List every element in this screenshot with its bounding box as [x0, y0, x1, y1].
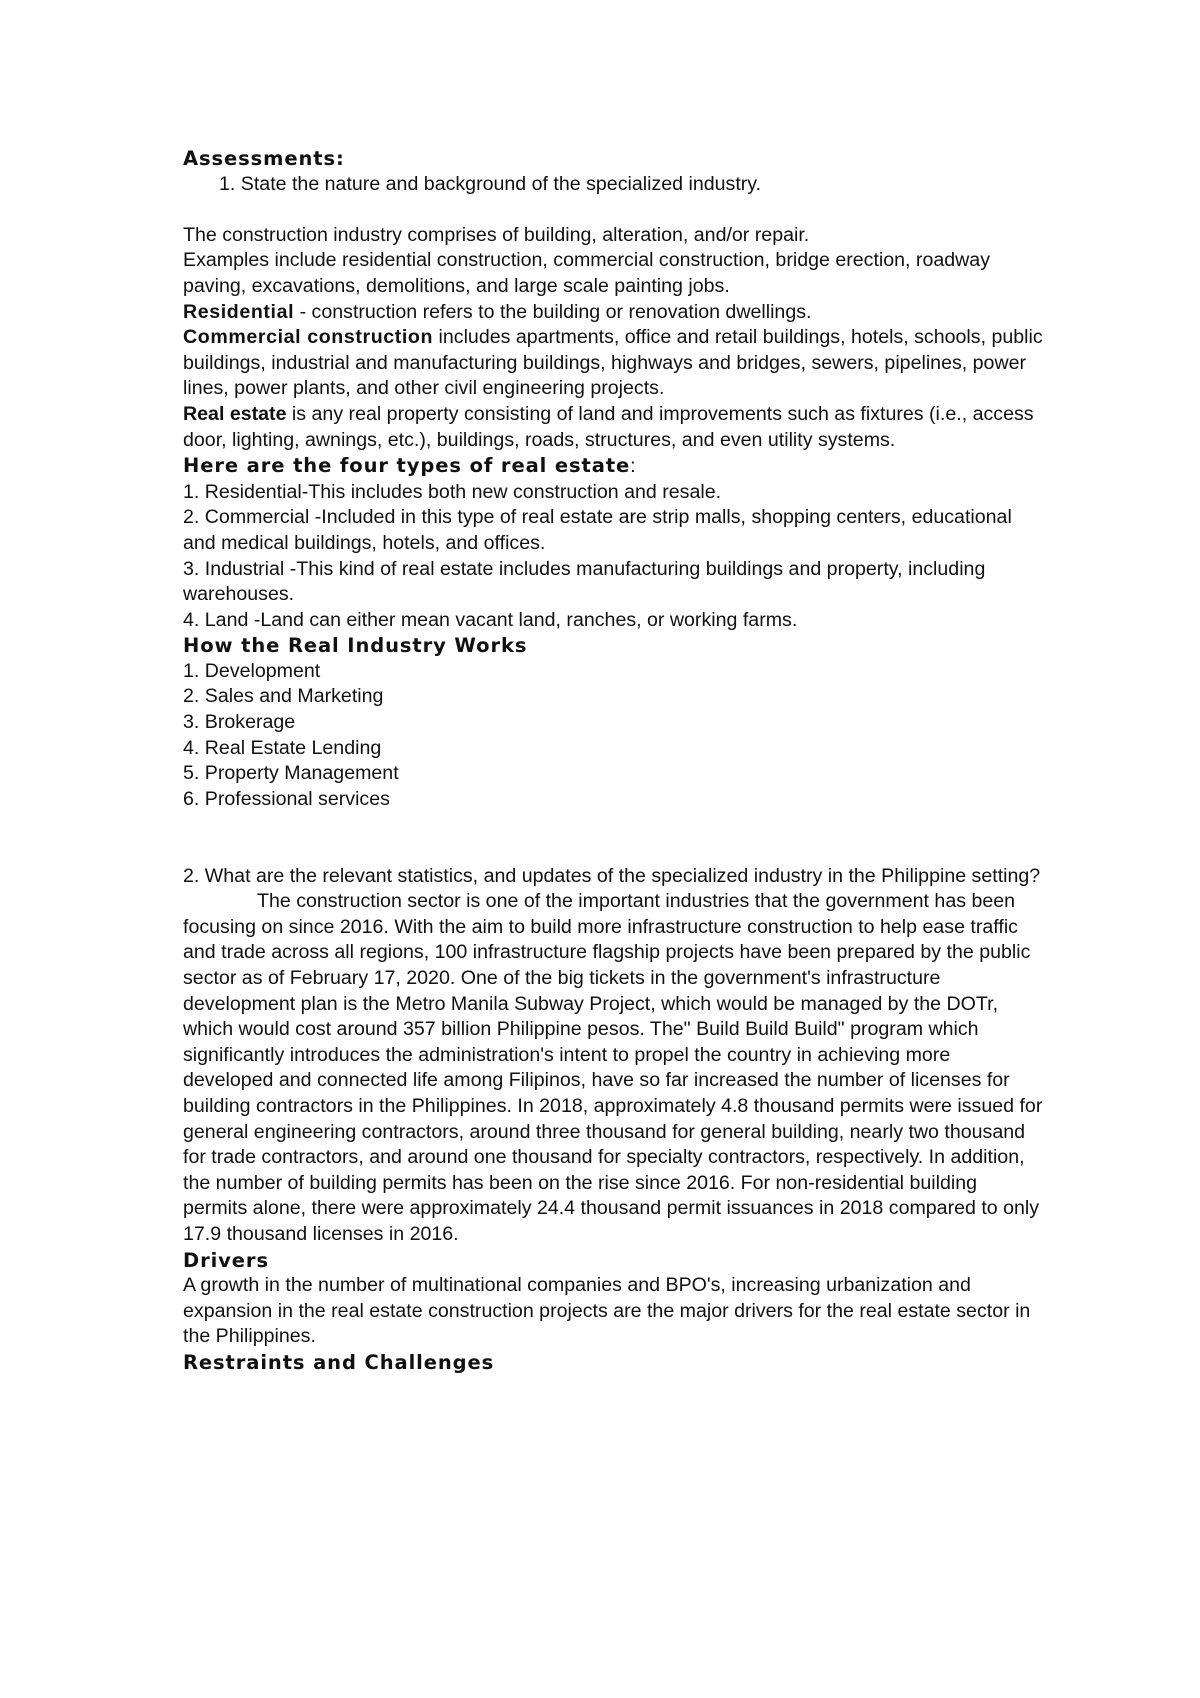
residential-text: - construction refers to the building or renovation dwellings.: [294, 300, 812, 323]
drivers-line-1: A growth in the number of multinational companies and BPO's, increasing urbanization and: [183, 1274, 971, 1297]
how-heading: How the Real Industry Works: [183, 634, 528, 658]
real-estate-paragraph: [183, 402, 1043, 453]
drivers-heading: Drivers: [183, 1248, 269, 1272]
type-item-4: 4. Land -Land can either mean vacant land, ranches, or working farms.: [183, 608, 798, 631]
real-estate-text: is any real property consisting of land and improvements such as fixtures (i.e., access door, lighting, awnings, etc.), buildings, roads, structures, and even utility systems.: [183, 402, 1034, 451]
spacer: [183, 197, 1043, 223]
works-item-4: 4. Real Estate Lending: [183, 736, 382, 759]
residential-paragraph: [183, 300, 1043, 326]
drivers-line-2: expansion in the real estate construction projects are the major drivers for the real estate sector in the Philippines.: [183, 1299, 1031, 1348]
stats-paragraph: The construction sector is one of the important industries that the government has been focusing on since 2016. With the aim to build more infrastructure construction to help ease traffic and trade across all regions, 100 infrastructure flagship projects have been prepared by the public sector as of February 17, 2020. One of the big tickets in the government's infrastructure development plan is the Metro Manila Subway Project, which would be managed by the DOTr, which would cost around 357 billion Philippine pesos. The" Build Build Build" program which significantly introduces the administration's intent to propel the country in achieving more developed and connected life among Filipinos, have so far increased the number of licenses for building contractors in the Philippines. In 2018, approximately 4.8 thousand permits were issued for general engineering contractors, around three thousand for general building, nearly two thousand for trade contractors, and around one thousand for specialty contractors, respectively. In addition, the number of building permits has been on the rise since 2016. For non-residential building permits alone, there were approximately 24.4 thousand permit issuances in 2018 compared to only 17.9 thousand licenses in 2016.: [183, 890, 1043, 1245]
question-2: 2. What are the relevant statistics, and updates of the specialized industry in the Philippine setting?: [183, 864, 1041, 887]
intro-line-1: The construction industry comprises of building, alteration, and/or repair.: [183, 223, 810, 246]
question-1: 1. State the nature and background of the specialized industry.: [219, 172, 762, 195]
four-types-heading: Here are the four types of real estate: [183, 454, 631, 478]
four-types-colon: :: [630, 455, 636, 478]
commercial-term: Commercial construction: [183, 326, 434, 349]
document-body: [183, 146, 1043, 1376]
real-estate-term: Real estate: [183, 402, 287, 425]
spacer: [183, 812, 1043, 863]
commercial-text: includes apartments, office and retail buildings, hotels, schools, public buildings, industrial and manufacturing buildings, highways and bridges, sewers, pipelines, power lines, power plants, and other civil engineering projects.: [183, 326, 1043, 400]
restraints-heading: Restraints and Challenges: [183, 1350, 495, 1374]
type-item-1: 1. Residential-This includes both new construction and resale.: [183, 480, 722, 503]
type-item-2: 2. Commercial -Included in this type of real estate are strip malls, shopping centers, educational and medical buildings, hotels, and offices.: [183, 506, 1012, 554]
works-item-6: 6. Professional services: [183, 787, 390, 810]
intro-line-2: Examples include residential construction, commercial construction, bridge erection, roadway paving, excavations, demolitions, and large scale painting jobs.: [183, 249, 990, 297]
works-item-5: 5. Property Management: [183, 762, 399, 785]
assessments-heading: Assessments:: [183, 147, 345, 170]
four-types-heading-line: [183, 453, 1043, 480]
works-item-3: 3. Brokerage: [183, 711, 296, 734]
works-item-1: 1. Development: [183, 659, 321, 682]
residential-term: Residential: [183, 300, 295, 323]
works-item-2: 2. Sales and Marketing: [183, 685, 384, 708]
commercial-paragraph: [183, 325, 1043, 402]
type-item-3: 3. Industrial -This kind of real estate includes manufacturing buildings and property, including warehouses.: [183, 557, 986, 606]
